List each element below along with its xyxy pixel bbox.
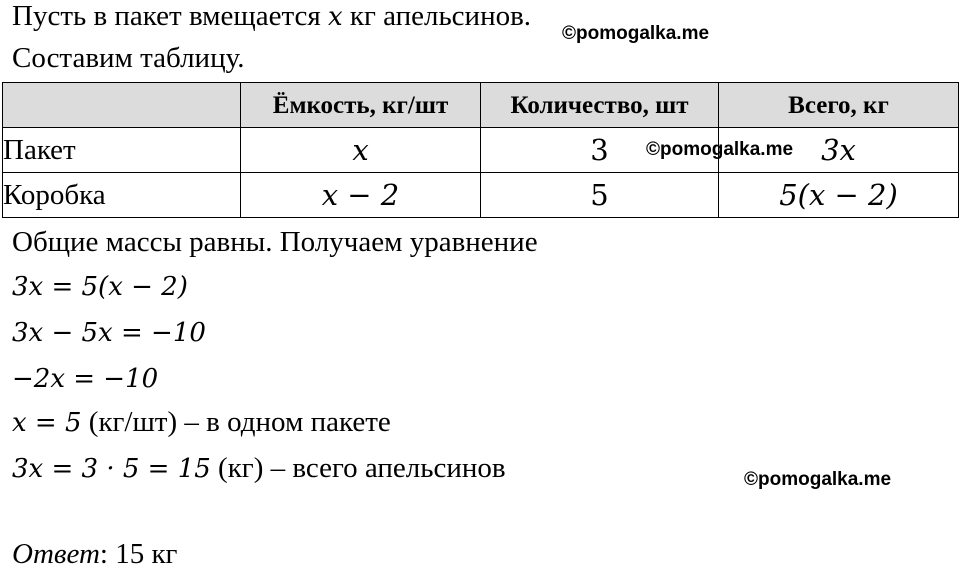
table-header-quantity: Количество, шт — [481, 83, 719, 128]
table-header-row — [3, 83, 959, 128]
table-cell: Пакет — [3, 128, 241, 173]
table-cell: x − 2 — [241, 173, 481, 218]
table-cell: 5(x − 2) — [719, 173, 959, 218]
intro-line — [12, 2, 531, 31]
step-math: x = 5 — [12, 408, 82, 438]
watermark-top: ©pomogalka.me — [562, 23, 710, 44]
step-line — [12, 408, 391, 437]
intro-text-before: Пусть в пакет вмещается — [12, 0, 328, 32]
step-text: (кг/шт) – в одном пакете — [81, 406, 391, 438]
watermark-bottom: ©pomogalka.me — [744, 469, 892, 490]
table-cell: x — [241, 128, 481, 173]
table-header-total: Всего, кг — [719, 83, 959, 128]
step-line — [12, 364, 158, 393]
answer-line — [12, 540, 177, 569]
step-line — [12, 318, 206, 347]
table-cell: 3x — [719, 128, 959, 173]
step-line — [12, 454, 506, 483]
table-cell: 5 — [481, 173, 719, 218]
intro-text-after: кг апельсинов. — [342, 0, 532, 32]
step-math: −2x = −10 — [12, 364, 159, 394]
data-table — [2, 82, 959, 218]
equation-intro: Общие массы равны. Получаем уравнение — [12, 226, 538, 258]
table-row — [3, 173, 959, 218]
step-text: (кг) – всего апельсинов — [210, 452, 506, 484]
step-line — [12, 272, 188, 301]
table-row — [3, 128, 959, 173]
intro-variable: x — [327, 2, 343, 32]
step-math: 3x = 3 · 5 = 15 — [12, 454, 211, 484]
table-cell: Коробка — [3, 173, 241, 218]
table-intro: Составим таблицу. — [12, 42, 245, 74]
answer-label: Ответ — [12, 538, 100, 570]
step-math: 3x − 5x = −10 — [12, 318, 206, 348]
table-header-capacity: Ёмкость, кг/шт — [241, 83, 481, 128]
step-math: 3x = 5(x − 2) — [12, 272, 188, 302]
answer-value: : 15 кг — [99, 538, 178, 570]
table-cell: 3 — [481, 128, 719, 173]
watermark-table: ©pomogalka.me — [646, 139, 794, 160]
table-header-empty — [3, 83, 241, 128]
